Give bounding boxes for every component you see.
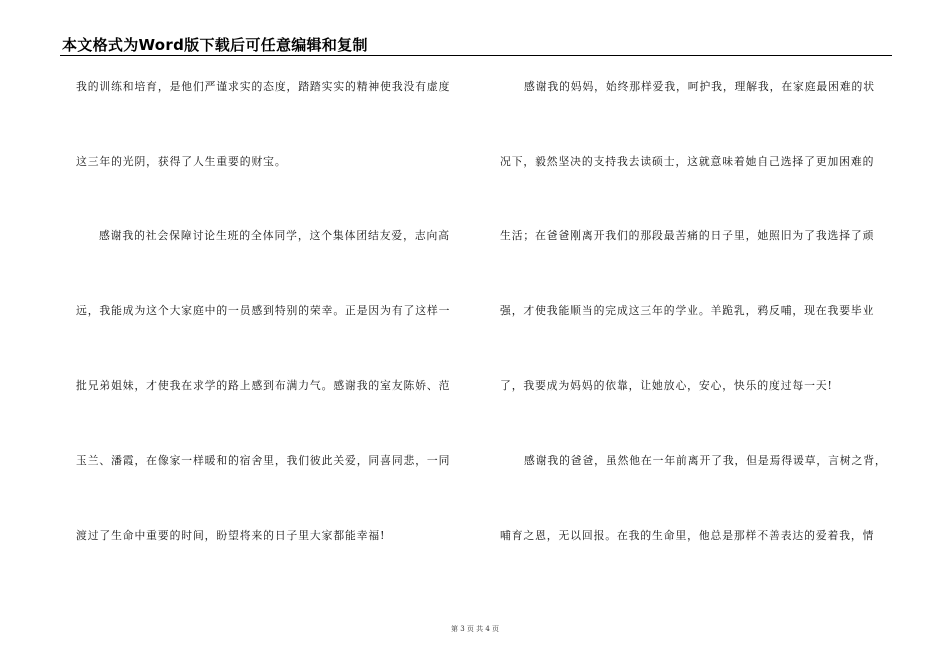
right-text-line-3: 生活；在爸爸刚离开我们的那段最苦痛的日子里，她照旧为了我选择了顽	[500, 229, 875, 242]
page-number-footer: 第 3 页 共 4 页	[450, 625, 500, 633]
left-text-line-7: 渡过了生命中重要的时间，盼望将来的日子里大家都能幸福!	[76, 529, 386, 542]
left-text-line-2: 这三年的光阴，获得了人生重要的财宝。	[76, 155, 287, 168]
right-text-line-5: 了，我要成为妈妈的依靠，让她放心，安心，快乐的度过每一天!	[500, 379, 833, 392]
right-text-line-6: 感谢我的爸爸，虽然他在一年前离开了我，但是焉得谖草，言树之背，	[524, 454, 887, 467]
header-divider	[60, 55, 892, 56]
left-text-line-3: 感谢我的社会保障讨论生班的全体同学，这个集体团结友爱，志向高	[99, 229, 450, 242]
left-text-line-4: 远，我能成为这个大家庭中的一员感到特别的荣幸。正是因为有了这样一	[76, 304, 451, 317]
left-text-line-1: 我的训练和培育，是他们严谨求实的态度，踏踏实实的精神使我没有虚度	[76, 80, 451, 93]
right-text-line-2: 况下，毅然坚决的支持我去读硕士，这就意味着她自己选择了更加困难的	[500, 155, 875, 168]
left-text-line-5: 批兄弟姐妹，才使我在求学的路上感到布满力气。感谢我的室友陈娇、范	[76, 379, 451, 392]
right-text-line-4: 强，才使我能顺当的完成这三年的学业。羊跪乳，鸦反哺，现在我要毕业	[500, 304, 875, 317]
right-text-line-1: 感谢我的妈妈，始终那样爱我，呵护我，理解我，在家庭最困难的状	[524, 80, 875, 93]
left-text-line-6: 玉兰、潘霞，在像家一样暖和的宿舍里，我们彼此关爱，同喜同悲，一同	[76, 454, 451, 467]
right-text-line-7: 哺育之恩，无以回报。在我的生命里，他总是那样不善表达的爱着我，情	[500, 529, 875, 542]
document-header-title: 本文格式为Word版下载后可任意编辑和复制	[62, 36, 368, 54]
